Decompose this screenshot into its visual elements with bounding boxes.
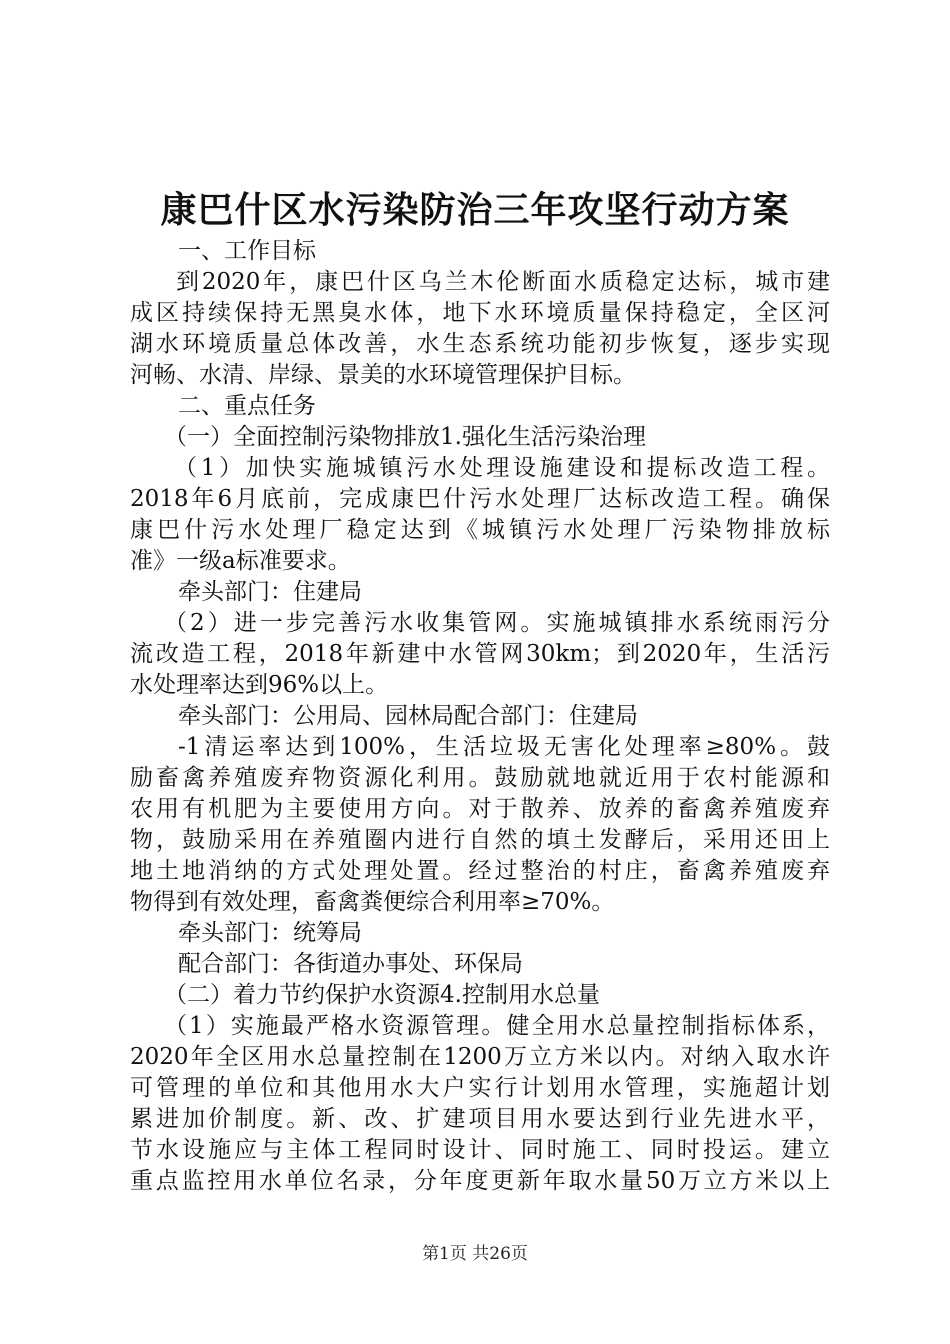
text-line: 2018年6月底前，完成康巴什污水处理厂达标改造工程。确保	[130, 486, 830, 512]
text-line: 牵头部门：公用局、园林局配合部门：住建局	[178, 703, 638, 729]
text-line: （一）全面控制污染物排放1.强化生活污染治理	[164, 424, 646, 450]
text-line: 农用有机肥为主要使用方向。对于散养、放养的畜禽养殖废弃	[130, 796, 830, 822]
text-line: 河畅、水清、岸绿、景美的水环境管理保护目标。	[130, 362, 636, 388]
text-line: 可管理的单位和其他用水大户实行计划用水管理，实施超计划	[130, 1075, 830, 1101]
document-title: 康巴什区水污染防治三年攻坚行动方案	[160, 189, 790, 231]
text-line: （二）着力节约保护水资源4.控制用水总量	[164, 982, 600, 1008]
text-line: 流改造工程，2018年新建中水管网30km；到2020年，生活污	[130, 641, 830, 667]
text-line: 重点监控用水单位名录，分年度更新年取水量50万立方米以上	[130, 1168, 830, 1194]
text-line: 准》一级a标准要求。	[130, 548, 351, 574]
text-line: 累进加价制度。新、改、扩建项目用水要达到行业先进水平，	[130, 1106, 830, 1132]
text-line: 节水设施应与主体工程同时设计、同时施工、同时投运。建立	[130, 1137, 830, 1163]
document-body	[130, 236, 830, 1197]
text-line: （1）实施最严格水资源管理。健全用水总量控制指标体系，	[164, 1013, 830, 1039]
text-line: 康巴什污水处理厂稳定达到《城镇污水处理厂污染物排放标	[130, 517, 830, 543]
text-line: 配合部门：各街道办事处、环保局	[178, 951, 523, 977]
text-line: 物，鼓励采用在养殖圈内进行自然的填土发酵后，采用还田上	[130, 827, 830, 853]
text-line: 地土地消纳的方式处理处置。经过整治的村庄，畜禽养殖废弃	[130, 858, 830, 884]
text-line: 到2020年，康巴什区乌兰木伦断面水质稳定达标，城市建	[176, 269, 830, 295]
page-footer: 第1页 共26页	[422, 1244, 528, 1264]
text-line: （1）加快实施城镇污水处理设施建设和提标改造工程。	[174, 455, 830, 481]
text-line: 励畜禽养殖废弃物资源化利用。鼓励就地就近用于农村能源和	[130, 765, 830, 791]
text-line: 牵头部门：统筹局	[178, 920, 362, 946]
text-line: -1清运率达到100%，生活垃圾无害化处理率≥80%。鼓	[178, 734, 830, 760]
text-line: （2）进一步完善污水收集管网。实施城镇排水系统雨污分	[164, 610, 830, 636]
text-line: 2020年全区用水总量控制在1200万立方米以内。对纳入取水许	[130, 1044, 830, 1070]
text-line: 水处理率达到96%以上。	[130, 672, 389, 698]
text-line: 牵头部门：住建局	[178, 579, 362, 605]
text-line: 物得到有效处理，畜禽粪便综合利用率≥70%。	[130, 889, 615, 915]
text-line: 一、工作目标	[178, 238, 316, 264]
text-line: 成区持续保持无黑臭水体，地下水环境质量保持稳定，全区河	[130, 300, 830, 326]
text-line: 湖水环境质量总体改善，水生态系统功能初步恢复，逐步实现	[130, 331, 830, 357]
text-line: 二、重点任务	[178, 393, 316, 419]
